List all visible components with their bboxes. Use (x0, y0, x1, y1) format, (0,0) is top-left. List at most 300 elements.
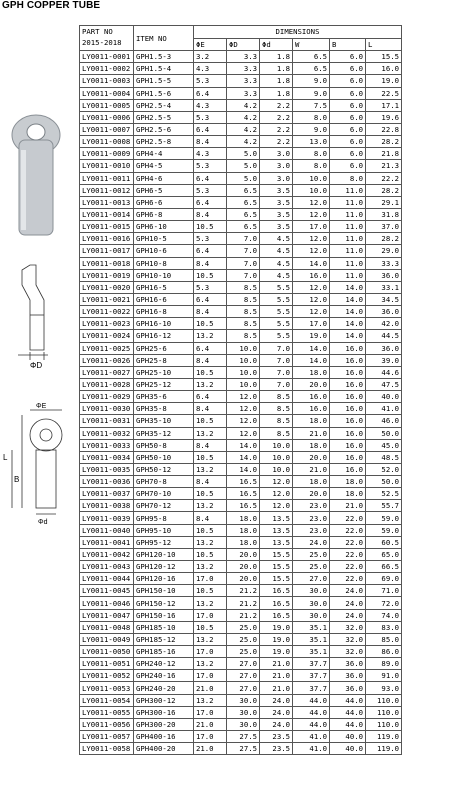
cell-d: 19.0 (260, 621, 293, 633)
table-row (80, 160, 402, 172)
cell-L: 28.2 (366, 136, 402, 148)
cell-item-no: GPH16-10 (134, 318, 194, 330)
cell-L: 50.0 (366, 476, 402, 488)
table-row (80, 342, 402, 354)
cell-d: 13.5 (260, 524, 293, 536)
cell-E: 10.5 (194, 366, 227, 378)
cell-item-no: GPH240-16 (134, 670, 194, 682)
cell-D: 8.5 (227, 293, 260, 305)
cell-D: 27.5 (227, 743, 260, 755)
cell-d: 21.0 (260, 682, 293, 694)
cell-item-no: GPH120-16 (134, 573, 194, 585)
cell-E: 8.4 (194, 208, 227, 220)
cell-E: 4.3 (194, 63, 227, 75)
cell-E: 13.2 (194, 561, 227, 573)
cell-B: 22.0 (330, 561, 366, 573)
cell-part-no: LY0011-0022 (80, 306, 134, 318)
cell-L: 74.0 (366, 609, 402, 621)
table-row (80, 609, 402, 621)
cell-E: 10.5 (194, 415, 227, 427)
cell-D: 4.2 (227, 136, 260, 148)
cell-L: 52.5 (366, 488, 402, 500)
cell-L: 37.0 (366, 221, 402, 233)
cell-part-no: LY0011-0032 (80, 427, 134, 439)
cell-B: 6.0 (330, 75, 366, 87)
cell-W: 17.0 (293, 318, 330, 330)
cell-B: 36.0 (330, 658, 366, 670)
cell-item-no: GPH1.5-6 (134, 87, 194, 99)
cell-D: 4.2 (227, 123, 260, 135)
cell-d: 4.5 (260, 269, 293, 281)
cell-W: 20.0 (293, 451, 330, 463)
cell-d: 5.5 (260, 330, 293, 342)
cell-W: 27.0 (293, 573, 330, 585)
cell-W: 16.0 (293, 403, 330, 415)
cell-W: 44.0 (293, 718, 330, 730)
cell-d: 15.5 (260, 548, 293, 560)
cell-D: 7.0 (227, 269, 260, 281)
cell-B: 14.0 (330, 318, 366, 330)
cell-part-no: LY0011-0005 (80, 99, 134, 111)
cell-item-no: GPH300-16 (134, 706, 194, 718)
cell-item-no: GPH35-10 (134, 415, 194, 427)
cell-d: 4.5 (260, 245, 293, 257)
cell-L: 44.5 (366, 330, 402, 342)
cell-d: 7.0 (260, 366, 293, 378)
cell-E: 6.4 (194, 172, 227, 184)
cell-d: 7.0 (260, 342, 293, 354)
header-col-B: B (330, 39, 366, 51)
cell-E: 21.0 (194, 718, 227, 730)
cell-B: 6.0 (330, 63, 366, 75)
cell-d: 24.0 (260, 706, 293, 718)
table-row (80, 646, 402, 658)
cell-item-no: GPH16-5 (134, 281, 194, 293)
cell-L: 93.0 (366, 682, 402, 694)
label-D: ΦD (30, 361, 43, 370)
cell-part-no: LY0011-0041 (80, 536, 134, 548)
cell-d: 23.5 (260, 731, 293, 743)
cell-W: 6.5 (293, 51, 330, 63)
cell-item-no: GPH70-10 (134, 488, 194, 500)
cell-E: 6.4 (194, 87, 227, 99)
cell-L: 36.0 (366, 306, 402, 318)
cell-L: 40.0 (366, 391, 402, 403)
cell-d: 2.2 (260, 123, 293, 135)
cell-D: 8.5 (227, 306, 260, 318)
cell-D: 6.5 (227, 184, 260, 196)
cell-D: 10.0 (227, 366, 260, 378)
cell-W: 8.0 (293, 111, 330, 123)
cell-E: 17.0 (194, 573, 227, 585)
cell-D: 12.0 (227, 391, 260, 403)
cell-part-no: LY0011-0036 (80, 476, 134, 488)
cell-E: 17.0 (194, 706, 227, 718)
cell-B: 24.0 (330, 597, 366, 609)
table-row (80, 208, 402, 220)
cell-W: 13.0 (293, 136, 330, 148)
cell-B: 11.0 (330, 196, 366, 208)
cell-part-no: LY0011-0051 (80, 658, 134, 670)
cell-E: 13.2 (194, 597, 227, 609)
cell-L: 28.2 (366, 184, 402, 196)
cell-part-no: LY0011-0054 (80, 694, 134, 706)
cell-B: 11.0 (330, 184, 366, 196)
cell-part-no: LY0011-0053 (80, 682, 134, 694)
cell-part-no: LY0011-0010 (80, 160, 134, 172)
cell-B: 32.0 (330, 633, 366, 645)
cell-E: 17.0 (194, 731, 227, 743)
cell-W: 41.0 (293, 743, 330, 755)
header-col-d: Φd (260, 39, 293, 51)
cell-L: 47.5 (366, 378, 402, 390)
table-row (80, 51, 402, 63)
cell-part-no: LY0011-0034 (80, 451, 134, 463)
cell-L: 36.0 (366, 342, 402, 354)
table-row (80, 439, 402, 451)
cell-E: 13.2 (194, 694, 227, 706)
table-row (80, 221, 402, 233)
cell-part-no: LY0011-0033 (80, 439, 134, 451)
cell-E: 5.3 (194, 184, 227, 196)
cell-D: 21.2 (227, 609, 260, 621)
cell-B: 18.0 (330, 488, 366, 500)
cell-d: 10.0 (260, 451, 293, 463)
cell-part-no: LY0011-0003 (80, 75, 134, 87)
cell-part-no: LY0011-0004 (80, 87, 134, 99)
cell-E: 6.4 (194, 342, 227, 354)
cell-L: 91.0 (366, 670, 402, 682)
cell-D: 12.0 (227, 403, 260, 415)
cell-B: 16.0 (330, 403, 366, 415)
cell-part-no: LY0011-0040 (80, 524, 134, 536)
cell-part-no: LY0011-0017 (80, 245, 134, 257)
cell-W: 12.0 (293, 233, 330, 245)
cell-L: 119.0 (366, 743, 402, 755)
cell-part-no: LY0011-0038 (80, 500, 134, 512)
cell-E: 13.2 (194, 500, 227, 512)
cell-item-no: GPH95-8 (134, 512, 194, 524)
cell-D: 16.5 (227, 500, 260, 512)
cell-d: 5.5 (260, 293, 293, 305)
cell-L: 34.5 (366, 293, 402, 305)
cell-L: 50.0 (366, 427, 402, 439)
cell-B: 14.0 (330, 306, 366, 318)
cell-d: 5.5 (260, 306, 293, 318)
cell-D: 7.0 (227, 233, 260, 245)
table-row (80, 585, 402, 597)
table-row (80, 573, 402, 585)
cell-W: 19.0 (293, 330, 330, 342)
cell-D: 27.0 (227, 670, 260, 682)
cell-E: 13.2 (194, 633, 227, 645)
cell-E: 17.0 (194, 670, 227, 682)
cell-part-no: LY0011-0056 (80, 718, 134, 730)
cell-D: 21.2 (227, 597, 260, 609)
cell-item-no: GPH150-10 (134, 585, 194, 597)
cell-B: 8.0 (330, 172, 366, 184)
cell-L: 19.6 (366, 111, 402, 123)
cell-D: 25.0 (227, 621, 260, 633)
cell-L: 36.0 (366, 269, 402, 281)
cell-part-no: LY0011-0021 (80, 293, 134, 305)
cell-B: 16.0 (330, 415, 366, 427)
table-row (80, 658, 402, 670)
table-row (80, 548, 402, 560)
cell-E: 21.0 (194, 743, 227, 755)
cell-W: 16.0 (293, 269, 330, 281)
table-row (80, 184, 402, 196)
table-row (80, 245, 402, 257)
cell-B: 36.0 (330, 682, 366, 694)
table-row (80, 731, 402, 743)
cell-part-no: LY0011-0047 (80, 609, 134, 621)
cell-d: 3.0 (260, 148, 293, 160)
cell-L: 59.0 (366, 512, 402, 524)
cell-d: 12.0 (260, 476, 293, 488)
table-row (80, 281, 402, 293)
cell-part-no: LY0011-0037 (80, 488, 134, 500)
cell-W: 44.0 (293, 706, 330, 718)
cell-d: 2.2 (260, 111, 293, 123)
cell-W: 30.0 (293, 609, 330, 621)
cell-D: 10.0 (227, 342, 260, 354)
cell-D: 14.0 (227, 439, 260, 451)
cell-item-no: GPH25-12 (134, 378, 194, 390)
cell-D: 3.3 (227, 75, 260, 87)
table-row (80, 670, 402, 682)
cell-W: 16.0 (293, 391, 330, 403)
cell-W: 30.0 (293, 585, 330, 597)
cell-W: 25.0 (293, 548, 330, 560)
cell-part-no: LY0011-0014 (80, 208, 134, 220)
cell-D: 25.0 (227, 633, 260, 645)
cell-L: 110.0 (366, 718, 402, 730)
cell-item-no: GPH150-12 (134, 597, 194, 609)
cell-D: 16.5 (227, 476, 260, 488)
cell-item-no: GPH70-12 (134, 500, 194, 512)
table-row (80, 257, 402, 269)
cell-B: 11.0 (330, 269, 366, 281)
cell-item-no: GPH50-8 (134, 439, 194, 451)
cell-L: 17.1 (366, 99, 402, 111)
cell-E: 8.4 (194, 306, 227, 318)
cell-item-no: GPH16-8 (134, 306, 194, 318)
cell-d: 1.8 (260, 51, 293, 63)
cell-part-no: LY0011-0001 (80, 51, 134, 63)
cell-B: 44.0 (330, 694, 366, 706)
cell-B: 16.0 (330, 451, 366, 463)
cell-L: 33.1 (366, 281, 402, 293)
cell-d: 8.5 (260, 391, 293, 403)
cell-D: 4.2 (227, 99, 260, 111)
cell-L: 89.0 (366, 658, 402, 670)
cell-d: 8.5 (260, 403, 293, 415)
cell-L: 72.0 (366, 597, 402, 609)
cell-item-no: GPH400-20 (134, 743, 194, 755)
label-E: ΦE (36, 403, 47, 410)
cell-item-no: GPH25-10 (134, 366, 194, 378)
cell-item-no: GPH300-20 (134, 718, 194, 730)
table-row (80, 500, 402, 512)
cell-D: 30.0 (227, 694, 260, 706)
cell-E: 10.5 (194, 318, 227, 330)
cell-L: 31.8 (366, 208, 402, 220)
cell-part-no: LY0011-0002 (80, 63, 134, 75)
cell-E: 17.0 (194, 646, 227, 658)
cell-L: 69.0 (366, 573, 402, 585)
cell-item-no: GPH50-10 (134, 451, 194, 463)
cell-d: 1.8 (260, 63, 293, 75)
cell-part-no: LY0011-0008 (80, 136, 134, 148)
cell-W: 20.0 (293, 488, 330, 500)
header-col-E: ΦE (194, 39, 227, 51)
lug-photo (12, 115, 60, 235)
cell-E: 8.4 (194, 257, 227, 269)
cell-part-no: LY0011-0030 (80, 403, 134, 415)
cell-D: 20.0 (227, 561, 260, 573)
cell-W: 12.0 (293, 196, 330, 208)
cell-L: 66.5 (366, 561, 402, 573)
table-row (80, 111, 402, 123)
cell-E: 13.2 (194, 378, 227, 390)
cell-W: 21.0 (293, 427, 330, 439)
cell-D: 5.0 (227, 148, 260, 160)
table-row (80, 561, 402, 573)
cell-D: 12.0 (227, 427, 260, 439)
cell-D: 30.0 (227, 706, 260, 718)
cell-W: 12.0 (293, 245, 330, 257)
cell-part-no: LY0011-0023 (80, 318, 134, 330)
cell-D: 10.0 (227, 378, 260, 390)
cell-B: 16.0 (330, 439, 366, 451)
cell-B: 6.0 (330, 99, 366, 111)
cell-W: 44.0 (293, 694, 330, 706)
cell-B: 14.0 (330, 330, 366, 342)
cell-B: 24.0 (330, 585, 366, 597)
cell-L: 71.0 (366, 585, 402, 597)
cell-L: 110.0 (366, 706, 402, 718)
cell-B: 21.0 (330, 500, 366, 512)
cell-D: 5.0 (227, 160, 260, 172)
table-row (80, 682, 402, 694)
cell-B: 16.0 (330, 366, 366, 378)
cell-d: 8.5 (260, 415, 293, 427)
cell-D: 10.0 (227, 354, 260, 366)
table-row (80, 451, 402, 463)
cell-L: 48.5 (366, 451, 402, 463)
cell-B: 32.0 (330, 621, 366, 633)
cell-part-no: LY0011-0052 (80, 670, 134, 682)
cell-part-no: LY0011-0011 (80, 172, 134, 184)
cell-E: 6.4 (194, 391, 227, 403)
cell-item-no: GPH25-8 (134, 354, 194, 366)
table-row (80, 306, 402, 318)
cell-D: 14.0 (227, 463, 260, 475)
cell-d: 13.5 (260, 536, 293, 548)
cell-item-no: GPH6-8 (134, 208, 194, 220)
cell-item-no: GPH1.5-4 (134, 63, 194, 75)
cell-L: 59.0 (366, 524, 402, 536)
cell-W: 25.0 (293, 561, 330, 573)
table-row (80, 743, 402, 755)
cell-d: 19.0 (260, 646, 293, 658)
cell-L: 29.1 (366, 196, 402, 208)
cell-B: 24.0 (330, 609, 366, 621)
header-item-no: ITEM NO (134, 26, 194, 51)
cell-item-no: GPH2.5-4 (134, 99, 194, 111)
cell-item-no: GPH2.5-6 (134, 123, 194, 135)
cell-B: 40.0 (330, 731, 366, 743)
cell-B: 36.0 (330, 670, 366, 682)
cell-B: 40.0 (330, 743, 366, 755)
cell-E: 4.3 (194, 148, 227, 160)
cell-item-no: GPH10-6 (134, 245, 194, 257)
cell-W: 41.0 (293, 731, 330, 743)
cell-d: 5.5 (260, 281, 293, 293)
cell-d: 10.0 (260, 463, 293, 475)
cell-L: 19.0 (366, 75, 402, 87)
cell-item-no: GPH400-16 (134, 731, 194, 743)
cell-D: 20.0 (227, 548, 260, 560)
cell-E: 5.3 (194, 281, 227, 293)
cell-part-no: LY0011-0043 (80, 561, 134, 573)
cell-part-no: LY0011-0006 (80, 111, 134, 123)
header-part-no: PART NO 2015-2018 (80, 26, 134, 51)
cell-d: 15.5 (260, 573, 293, 585)
cell-d: 21.0 (260, 670, 293, 682)
cell-E: 8.4 (194, 136, 227, 148)
bottom-margin (0, 797, 474, 805)
cell-item-no: GPH10-10 (134, 269, 194, 281)
cell-E: 6.4 (194, 123, 227, 135)
cell-d: 7.0 (260, 354, 293, 366)
table-row (80, 403, 402, 415)
cell-B: 16.0 (330, 378, 366, 390)
cell-W: 7.5 (293, 99, 330, 111)
cell-W: 9.0 (293, 87, 330, 99)
cell-L: 28.2 (366, 233, 402, 245)
cell-L: 44.6 (366, 366, 402, 378)
cell-d: 3.5 (260, 196, 293, 208)
cell-E: 8.4 (194, 403, 227, 415)
cell-D: 27.0 (227, 658, 260, 670)
cell-part-no: LY0011-0058 (80, 743, 134, 755)
cell-item-no: GPH35-6 (134, 391, 194, 403)
cell-D: 8.5 (227, 330, 260, 342)
cell-E: 17.0 (194, 609, 227, 621)
cell-L: 22.8 (366, 123, 402, 135)
cell-E: 8.4 (194, 512, 227, 524)
cell-E: 10.5 (194, 221, 227, 233)
cell-D: 18.0 (227, 512, 260, 524)
cell-item-no: GPH6-6 (134, 196, 194, 208)
cell-part-no: LY0011-0009 (80, 148, 134, 160)
cell-d: 3.5 (260, 184, 293, 196)
cell-d: 2.2 (260, 136, 293, 148)
table-row (80, 354, 402, 366)
table-row (80, 293, 402, 305)
cell-B: 6.0 (330, 123, 366, 135)
cell-part-no: LY0011-0019 (80, 269, 134, 281)
table-row (80, 136, 402, 148)
cell-W: 9.0 (293, 75, 330, 87)
cell-E: 5.3 (194, 111, 227, 123)
cell-B: 14.0 (330, 293, 366, 305)
cell-D: 21.2 (227, 585, 260, 597)
table-row (80, 463, 402, 475)
cell-part-no: LY0011-0024 (80, 330, 134, 342)
